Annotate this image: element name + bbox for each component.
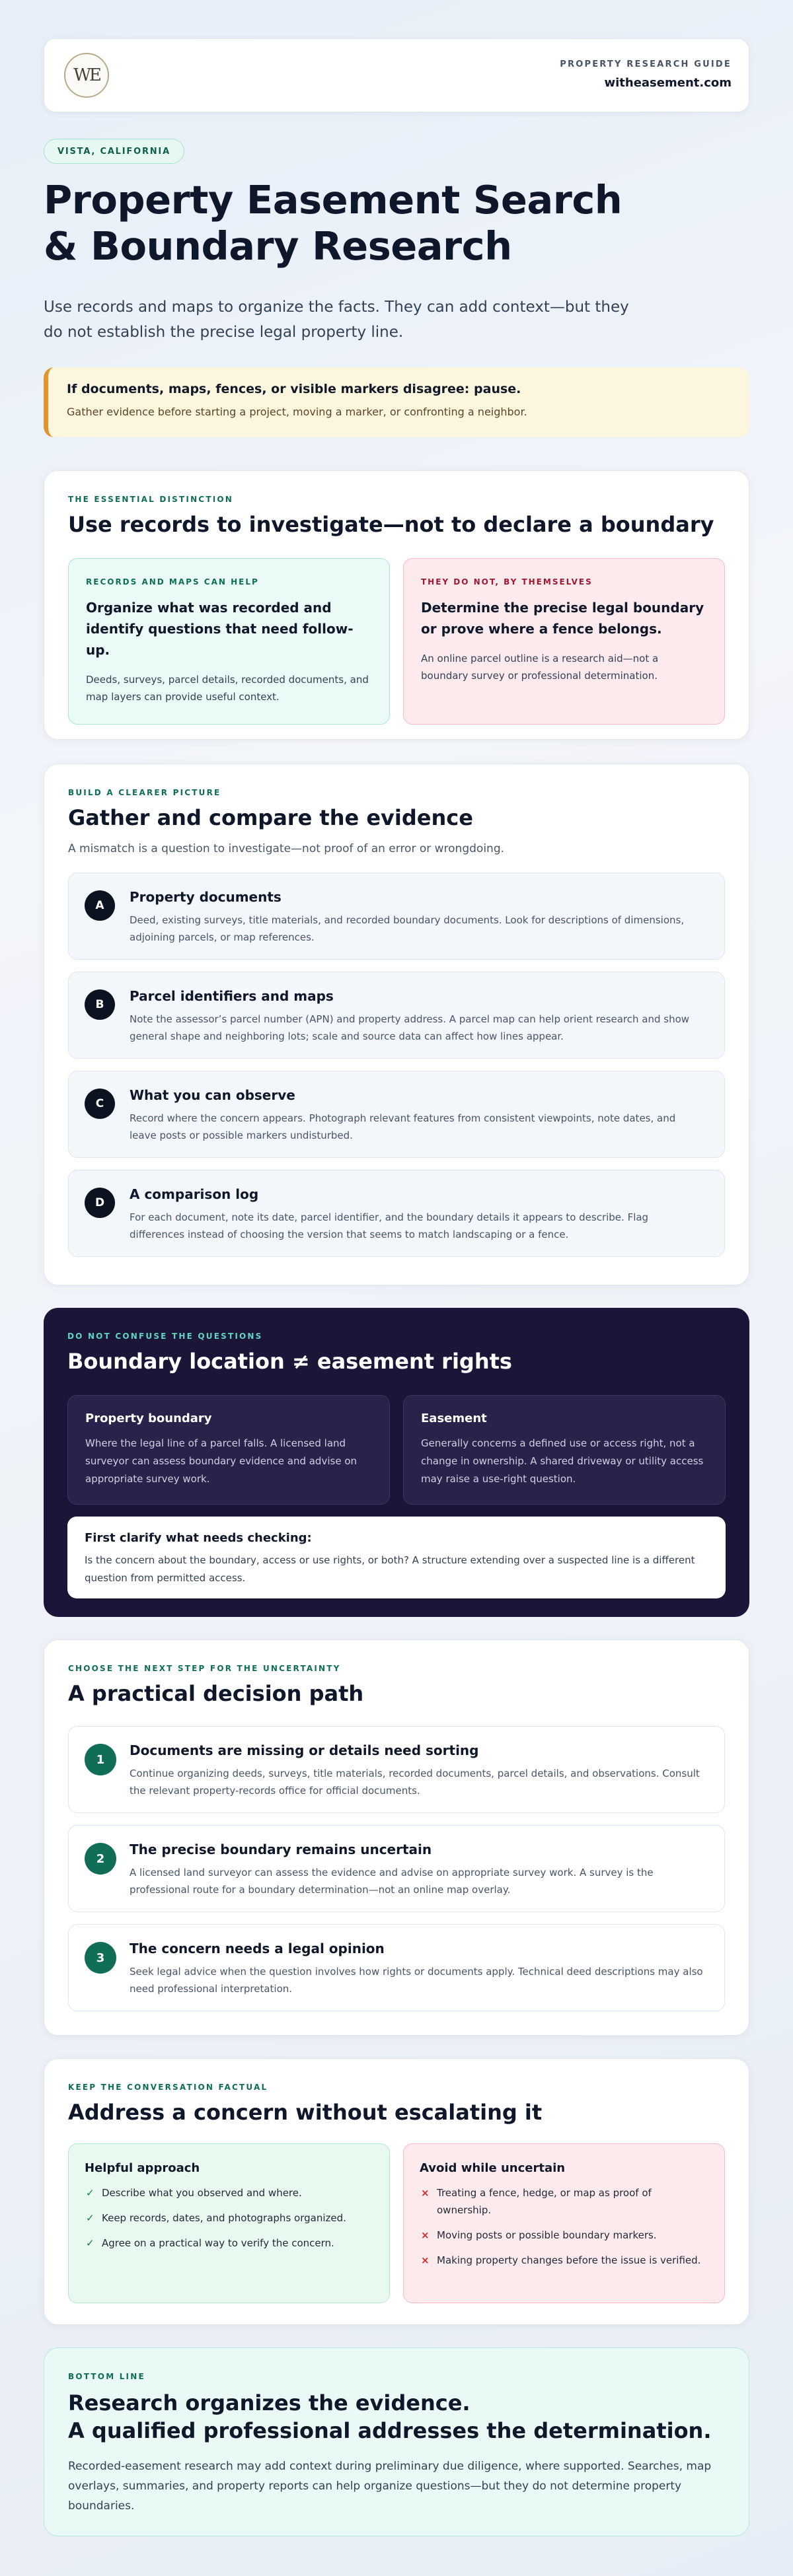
approach-card bbox=[44, 2058, 749, 2325]
callout-text: Gather evidence before starting a project, moving a marker, or confronting a neighbor. bbox=[67, 406, 527, 418]
location-badge: VISTA, CALIFORNIA bbox=[44, 139, 184, 164]
box-heading: Easement bbox=[421, 1412, 487, 1425]
helpful-approach-box bbox=[68, 2143, 390, 2303]
decision-path-card bbox=[44, 1639, 749, 2036]
decision-step bbox=[68, 1825, 725, 1912]
check-icon: ✓ bbox=[86, 2212, 94, 2224]
list-item bbox=[420, 2184, 708, 2219]
list-item bbox=[85, 2184, 373, 2201]
evidence-title: A comparison log bbox=[130, 1186, 259, 1202]
evidence-card bbox=[44, 764, 749, 1285]
box-text: Generally concerns a defined use or access right, not a change in ownership. A shared driveway or utility access may raise a use-right question. bbox=[421, 1437, 704, 1485]
list-item-text: Making property changes before the issue is verified. bbox=[437, 2254, 701, 2266]
bottom-line-card bbox=[44, 2347, 749, 2536]
warning-callout bbox=[44, 367, 749, 437]
check-icon: ✓ bbox=[86, 2187, 94, 2199]
decision-step bbox=[68, 1726, 725, 1813]
box-kicker: THEY DO NOT, BY THEMSELVES bbox=[421, 577, 593, 587]
evidence-text: Deed, existing surveys, title materials, and recorded boundary documents. Look for descriptions of dimensions, adjoining parcels, or map references. bbox=[130, 914, 685, 943]
section-kicker: CHOOSE THE NEXT STEP FOR THE UNCERTAINTY bbox=[68, 1664, 341, 1673]
evidence-title: Property documents bbox=[130, 889, 282, 905]
page-title bbox=[44, 177, 704, 269]
evidence-letter-badge: D bbox=[85, 1188, 115, 1218]
page-title-line-1: Property Easement Search bbox=[44, 177, 623, 223]
step-text: Seek legal advice when the question involves how rights or documents apply. Technical deed descriptions may also need professional interpretation. bbox=[130, 1966, 703, 1995]
page-title-line-2: & Boundary Research bbox=[44, 223, 512, 269]
section-kicker: BUILD A CLEARER PICTURE bbox=[68, 788, 221, 797]
evidence-letter-badge: B bbox=[85, 989, 115, 1020]
box-text: Where the legal line of a parcel falls. A licensed land surveyor can assess boundary evidence and advise on appropriate survey work. bbox=[85, 1437, 357, 1485]
list-item-text: Keep records, dates, and photographs organized. bbox=[102, 2212, 346, 2224]
step-number-badge: 1 bbox=[85, 1744, 116, 1775]
approach-columns bbox=[68, 2143, 725, 2303]
box-text: Deeds, surveys, parcel details, recorded documents, and map layers can provide useful context. bbox=[86, 674, 369, 703]
evidence-list bbox=[68, 873, 725, 1257]
section-title: Address a concern without escalating it bbox=[68, 2100, 543, 2125]
list-item-text: Moving posts or possible boundary markers. bbox=[437, 2229, 657, 2241]
list-item bbox=[420, 2252, 708, 2269]
section-title: Use records to investigate—not to declare a boundary bbox=[68, 512, 714, 537]
step-title: The concern needs a legal opinion bbox=[130, 1941, 385, 1956]
clarify-text: Is the concern about the boundary, access or use rights, or both? A structure extending over a suspected line is a different question from permitted access. bbox=[85, 1554, 695, 1584]
decision-list bbox=[68, 1726, 725, 2011]
site-logo[interactable]: WE bbox=[64, 53, 109, 98]
evidence-item bbox=[68, 1071, 725, 1158]
header-kicker: PROPERTY RESEARCH GUIDE bbox=[560, 59, 732, 69]
section-kicker: BOTTOM LINE bbox=[68, 2372, 145, 2381]
step-text: Continue organizing deeds, surveys, title materials, recorded documents, parcel details, and observations. Consult the relevant property-records office for official documents. bbox=[130, 1768, 700, 1797]
section-kicker: DO NOT CONFUSE THE QUESTIONS bbox=[67, 1332, 263, 1341]
evidence-text: For each document, note its date, parcel identifier, and the boundary details it appears to describe. Flag differences instead of choosing the version that seems to match landscaping or a fence. bbox=[130, 1211, 649, 1240]
bottom-text: Recorded-easement research may add context during preliminary due diligence, where supported. Searches, map overlays, summaries, and property reports can help organize questions—but they do not determine property boundaries. bbox=[68, 2460, 712, 2513]
box-heading: Determine the precise legal boundary or prove where a fence belongs. bbox=[421, 600, 704, 637]
section-subtitle: A mismatch is a question to investigate—not proof of an error or wrongdoing. bbox=[68, 842, 505, 855]
callout-title: If documents, maps, fences, or visible markers disagree: pause. bbox=[67, 382, 521, 396]
section-title: Boundary location ≠ easement rights bbox=[67, 1349, 512, 1374]
step-number-badge: 3 bbox=[85, 1942, 116, 1974]
section-title bbox=[68, 2389, 725, 2445]
x-icon: × bbox=[421, 2187, 430, 2199]
list-item-text: Agree on a practical way to verify the concern. bbox=[102, 2237, 334, 2249]
list-item-text: Treating a fence, hedge, or map as proof of ownership. bbox=[437, 2187, 652, 2216]
step-text: A licensed land surveyor can assess the evidence and advise on appropriate survey work. A survey is the professional route for a boundary determination—not an online map overlay. bbox=[130, 1867, 654, 1896]
list-item bbox=[85, 2209, 373, 2227]
evidence-item bbox=[68, 972, 725, 1059]
bottom-title-line-1: Research organizes the evidence. bbox=[68, 2390, 471, 2415]
header-branding bbox=[560, 59, 732, 90]
site-header bbox=[44, 38, 749, 112]
comparison-columns bbox=[67, 1395, 726, 1505]
decision-step bbox=[68, 1924, 725, 2011]
box-heading: Property boundary bbox=[85, 1412, 212, 1425]
section-kicker: KEEP THE CONVERSATION FACTUAL bbox=[68, 2083, 268, 2092]
avoid-list bbox=[420, 2184, 708, 2269]
evidence-title: What you can observe bbox=[130, 1087, 295, 1103]
distinction-columns bbox=[68, 558, 725, 725]
list-item bbox=[420, 2227, 708, 2244]
list-item bbox=[85, 2235, 373, 2252]
step-title: The precise boundary remains uncertain bbox=[130, 1842, 432, 1857]
step-title: Documents are missing or details need sorting bbox=[130, 1742, 479, 1758]
hero-lead: Use records and maps to organize the facts. They can add context—but they do not establish the precise legal property line. bbox=[44, 299, 629, 341]
x-icon: × bbox=[421, 2254, 430, 2266]
property-boundary-box bbox=[67, 1395, 390, 1505]
evidence-item bbox=[68, 1170, 725, 1257]
avoid-box bbox=[403, 2143, 725, 2303]
evidence-text: Note the assessor’s parcel number (APN) and property address. A parcel map can help orient research and show general shape and neighboring lots; scale and source data can affect how lines appear. bbox=[130, 1013, 690, 1042]
box-heading: Organize what was recorded and identify questions that need follow-up. bbox=[86, 600, 354, 658]
evidence-letter-badge: A bbox=[85, 890, 115, 921]
clarify-box bbox=[67, 1517, 726, 1598]
section-kicker: THE ESSENTIAL DISTINCTION bbox=[68, 495, 234, 504]
x-icon: × bbox=[421, 2229, 430, 2241]
evidence-title: Parcel identifiers and maps bbox=[130, 988, 334, 1004]
box-heading: Helpful approach bbox=[85, 2161, 200, 2175]
bottom-title-line-2: A qualified professional addresses the determination. bbox=[68, 2418, 712, 2443]
box-heading: Avoid while uncertain bbox=[420, 2161, 566, 2175]
section-title: A practical decision path bbox=[68, 1681, 364, 1706]
records-cannot-box bbox=[403, 558, 725, 725]
evidence-text: Record where the concern appears. Photograph relevant features from consistent viewpoints, note dates, and leave posts or possible markers undisturbed. bbox=[130, 1112, 676, 1141]
evidence-item bbox=[68, 873, 725, 960]
boundary-vs-easement-card bbox=[44, 1308, 749, 1617]
records-can-help-box bbox=[68, 558, 390, 725]
box-kicker: RECORDS AND MAPS CAN HELP bbox=[86, 577, 259, 587]
list-item-text: Describe what you observed and where. bbox=[102, 2187, 302, 2199]
step-number-badge: 2 bbox=[85, 1843, 116, 1875]
check-icon: ✓ bbox=[86, 2237, 94, 2249]
clarify-heading: First clarify what needs checking: bbox=[85, 1531, 312, 1545]
helpful-list bbox=[85, 2184, 373, 2252]
evidence-letter-badge: C bbox=[85, 1089, 115, 1119]
site-link[interactable]: witheasement.com bbox=[604, 76, 732, 90]
box-text: An online parcel outline is a research aid—not a boundary survey or professional determination. bbox=[421, 653, 659, 682]
distinction-card bbox=[44, 470, 749, 740]
section-title: Gather and compare the evidence bbox=[68, 805, 473, 830]
easement-box bbox=[403, 1395, 726, 1505]
